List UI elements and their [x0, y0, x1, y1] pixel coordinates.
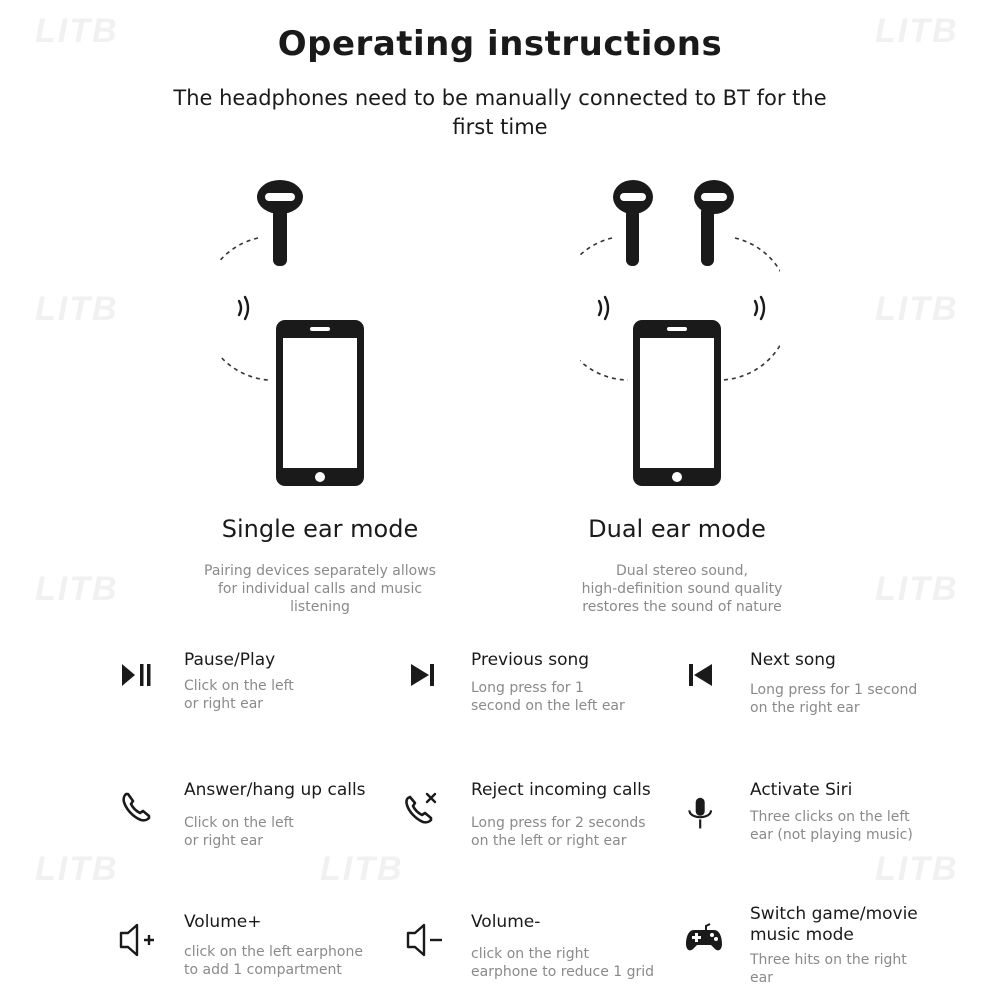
signal-waves-right-icon	[755, 297, 764, 319]
volume-up-icon	[118, 920, 158, 960]
watermark: LITB	[35, 850, 119, 888]
feature-title: Volume+	[184, 912, 262, 932]
left-earbud-icon	[613, 180, 653, 266]
description-line: second on the left ear	[471, 697, 625, 714]
watermark: LITB	[35, 290, 119, 328]
feature-description	[471, 946, 691, 981]
description-line: to add 1 compartment	[184, 961, 342, 978]
feature-description	[471, 815, 691, 850]
page-title: Operating instructions	[277, 24, 723, 64]
feature-title: Answer/hang up calls	[184, 780, 366, 800]
description-line: Three hits on the right	[750, 952, 907, 968]
feature-title: Previous song	[471, 650, 590, 670]
feature-description	[184, 678, 404, 713]
signal-waves-left-icon	[599, 297, 608, 319]
smartphone-icon	[276, 320, 364, 486]
gamepad-icon	[684, 920, 724, 960]
watermark: LITB	[875, 290, 959, 328]
smartphone-icon	[633, 320, 721, 486]
description-line: restores the sound of nature	[582, 599, 782, 615]
description-line: earphone to reduce 1 grid	[471, 963, 655, 980]
description-line: Long press for 1 second	[750, 682, 918, 698]
description-line: on the right ear	[750, 699, 860, 716]
play-pause-icon	[118, 660, 158, 700]
feature-description	[750, 682, 970, 717]
feature-title: Activate Siri	[750, 780, 853, 800]
reject-call-icon	[402, 788, 442, 828]
description-line: Click on the left	[184, 815, 294, 831]
feature-description	[184, 944, 404, 979]
description-line: ear (not playing music)	[750, 826, 913, 843]
description-line: high-definition sound quality	[581, 581, 783, 597]
right-earbud-icon	[694, 180, 734, 266]
signal-waves-icon	[239, 297, 248, 319]
description-line: Pairing devices separately allows	[204, 563, 436, 579]
description-line: Click on the left	[184, 678, 294, 694]
description-line: click on the right	[471, 946, 589, 962]
title-line: music mode	[750, 925, 854, 945]
description-line: Three clicks on the left	[750, 809, 910, 825]
single-ear-mode-description	[170, 562, 470, 616]
feature-title	[750, 904, 970, 946]
single-ear-illustration	[220, 170, 400, 500]
description-line: listening	[290, 599, 350, 615]
description-line: Long press for 1	[471, 680, 584, 696]
feature-description	[750, 952, 970, 987]
next-song-icon	[684, 660, 724, 700]
dual-ear-mode-title: Dual ear mode	[588, 515, 766, 543]
feature-description	[750, 809, 970, 844]
description-line: Dual stereo sound,	[616, 563, 748, 579]
feature-description	[471, 680, 691, 715]
watermark: LITB	[875, 570, 959, 608]
description-line: or right ear	[184, 832, 264, 849]
phone-icon	[118, 788, 158, 828]
watermark: LITB	[35, 12, 119, 50]
page-subtitle: The headphones need to be manually connected to BT for the first time	[173, 86, 827, 139]
dual-ear-mode-description	[532, 562, 832, 616]
watermark: LITB	[35, 570, 119, 608]
feature-title: Next song	[750, 650, 836, 670]
watermark: LITB	[875, 12, 959, 50]
description-line: Long press for 2 seconds	[471, 815, 646, 831]
description-line: or right ear	[184, 695, 264, 712]
description-line: click on the left earphone	[184, 944, 363, 960]
title-line: Switch game/movie	[750, 904, 918, 924]
earbud-icon	[257, 180, 303, 266]
watermark: LITB	[320, 850, 404, 888]
feature-title: Reject incoming calls	[471, 780, 651, 800]
feature-title: Pause/Play	[184, 650, 276, 670]
feature-description	[184, 815, 404, 850]
single-ear-mode-title: Single ear mode	[221, 515, 419, 543]
feature-title: Volume-	[471, 912, 541, 932]
dual-ear-illustration	[580, 170, 780, 500]
previous-song-icon	[405, 660, 445, 700]
description-line: for individual calls and music	[217, 581, 423, 597]
watermark: LITB	[875, 850, 959, 888]
description-line: ear	[750, 969, 773, 986]
volume-down-icon	[405, 920, 445, 960]
microphone-icon	[684, 790, 720, 838]
description-line: on the left or right ear	[471, 832, 627, 849]
